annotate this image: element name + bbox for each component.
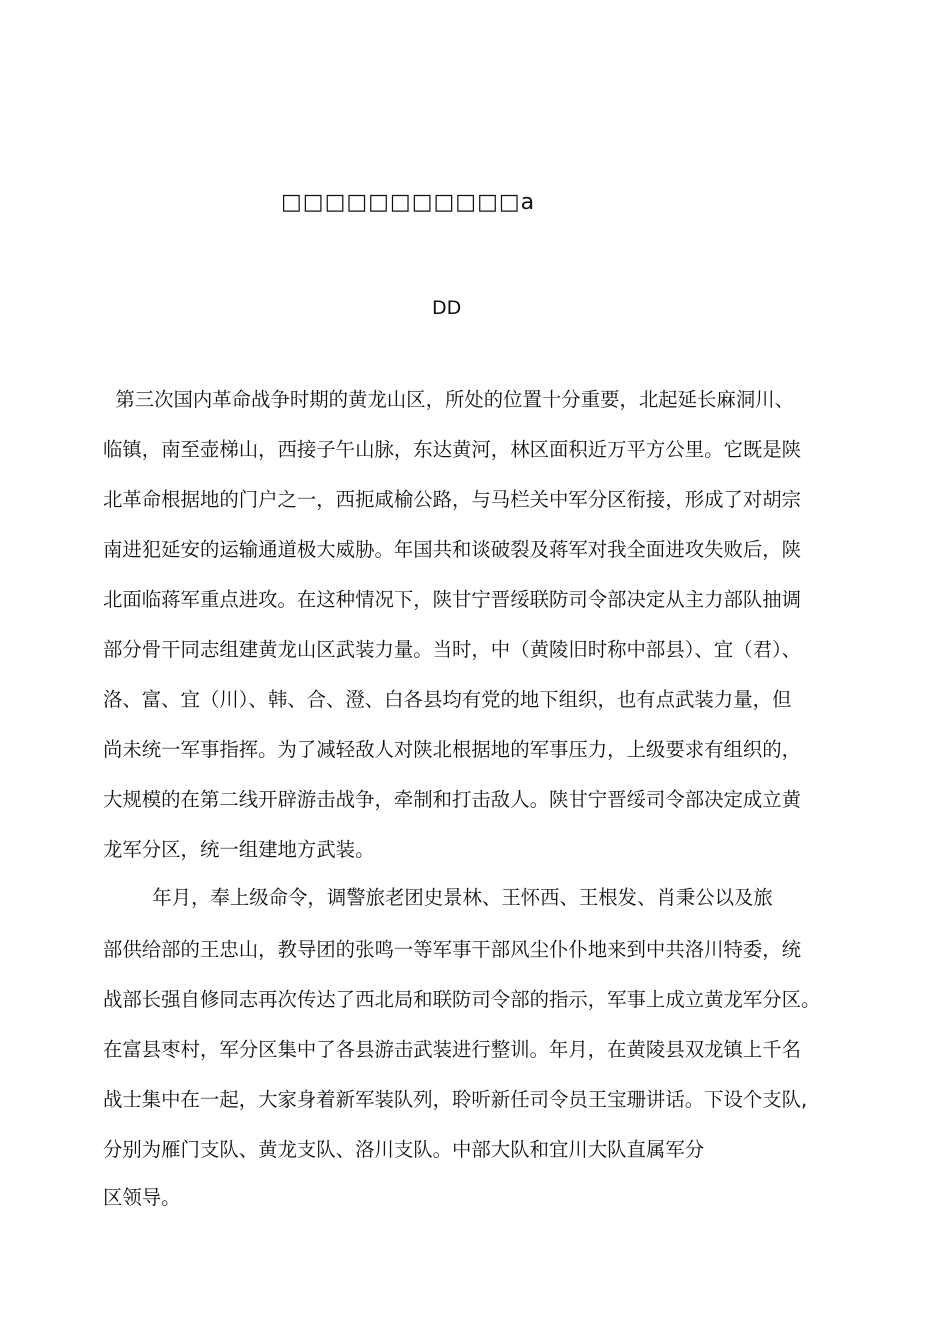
body-line: 北革命根据地的门户之一，西扼咸榆公路，与马栏关中军分区衔接，形成了对胡宗: [103, 488, 802, 511]
document-title: □□□□□□□□□□□a: [281, 190, 536, 215]
body-line: 第三次国内革命战争时期的黄龙山区，所处的位置十分重要，北起延长麻洞川、: [103, 388, 794, 411]
body-line: 区领导。: [103, 1186, 181, 1209]
body-line: 临镇，南至壶梯山，西接子午山脉，东达黄河，林区面积近万平方公里。它既是陕: [103, 438, 802, 461]
body-line: 部供给部的王忠山，教导团的张鸣一等军事干部风尘仆仆地来到中共洛川特委，统: [103, 938, 802, 961]
body-line: 在富县枣村，军分区集中了各县游击武装进行整训。年月，在黄陵县双龙镇上千名: [103, 1038, 802, 1061]
document-subtitle: DD: [432, 297, 462, 319]
body-line: 尚未统一军事指挥。为了减轻敌人对陕北根据地的军事压力，上级要求有组织的，: [103, 738, 802, 761]
body-line: 分别为雁门支队、黄龙支队、洛川支队。中部大队和宜川大队直属军分: [103, 1138, 705, 1161]
body-line: 大规模的在第二线开辟游击战争，牵制和打击敌人。陕甘宁晋绥司令部决定成立黄: [103, 788, 802, 811]
body-line: 北面临蒋军重点进攻。在这种情况下，陕甘宁晋绥联防司令部决定从主力部队抽调: [103, 588, 802, 611]
body-line: 战士集中在一起，大家身着新军装队列，聆听新任司令员王宝珊讲话。下设个支队,: [103, 1088, 808, 1111]
body-line: 年月，奉上级命令，调警旅老团史景林、王怀西、王根发、肖秉公以及旅: [103, 886, 773, 909]
body-line: 战部长强自修同志再次传达了西北局和联防司令部的指示，军事上成立黄龙军分区。: [103, 988, 821, 1011]
body-line: 龙军分区，统一组建地方武装。: [103, 838, 375, 861]
body-line: 部分骨干同志组建黄龙山区武装力量。当时，中（黄陵旧时称中部县）、宜（君）、: [103, 638, 802, 661]
body-line: 洛、富、宜（川）、韩、合、澄、白各县均有党的地下组织，也有点武装力量，但: [103, 688, 792, 711]
body-line: 南进犯延安的运输通道极大威胁。年国共和谈破裂及蒋军对我全面进攻失败后，陕: [103, 538, 802, 561]
